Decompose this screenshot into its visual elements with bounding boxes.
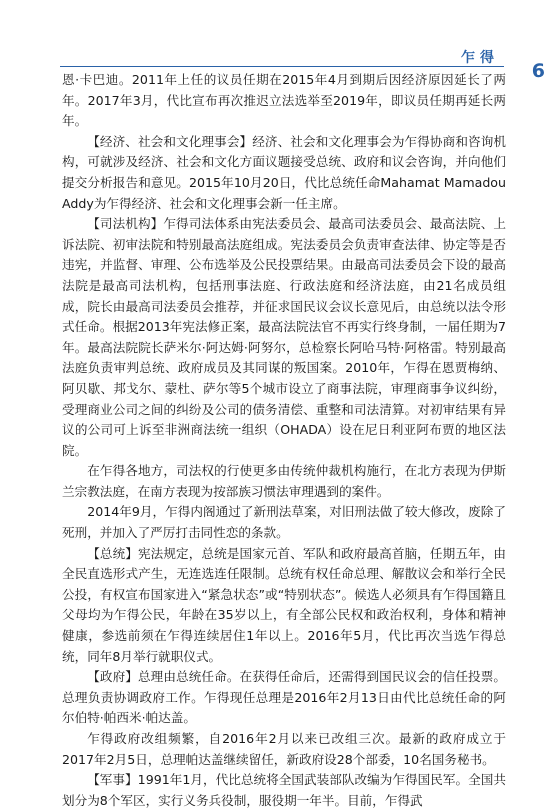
paragraph-president: 【总统】宪法规定，总统是国家元首、军队和政府最高首脑，任期五年，由全民直选形式产生，无连选连任限制。总统有权任命总理、解散议会和举行全民公投，有权宣布国家进入“紧急状态”或“特别状态”。候选人必须具有乍得国籍且父母均为乍得公民，年龄在35岁以上，有全部公民权和政治权利，身体和精神健康，参选前须在乍得连续居住1年以上。2016年5月，代比再次当选乍得总统，同年8月举行就职仪式。 bbox=[62, 545, 506, 664]
header-divider bbox=[60, 66, 504, 67]
paragraph-reshuffle: 乍得政府改组频繁，自2016年2月以来已改组三次。最新的政府成立于2017年2月5日，总理帕达盖继续留任，新政府设28个部委，10名国务秘书。 bbox=[62, 731, 506, 767]
body-text bbox=[62, 70, 506, 811]
paragraph-government: 【政府】总理由总统任命。在获得任命后，还需得到国民议会的信任投票。总理负责协调政府工作。乍得现任总理是2016年2月13日由代比总统任命的阿尔伯特·帕西米·帕达盖。 bbox=[62, 669, 506, 726]
paragraph-penal-code: 2014年9月，乍得内阁通过了新刑法草案，对旧刑法做了较大修改，废除了死刑，并加入了严厉打击同性恋的条款。 bbox=[62, 504, 506, 541]
paragraph-economic-council: 【经济、社会和文化理事会】经济、社会和文化理事会为乍得协商和咨询机构，可就涉及经济、社会和文化方面议题接受总统、政府和议会咨询，并向他们提交分析报告和意见。2015年10月20日，代比总统任命Mahamat Mamadou Addy为乍得经济、社会和文化理事会新一任主席。 bbox=[62, 133, 506, 211]
paragraph-military: 【军事】1991年1月，代比总统将全国武装部队改编为乍得国民军。全国共划分为8个军区，实行义务兵役制，服役期一年半。目前，乍得武 bbox=[62, 772, 506, 808]
paragraph-continuation: 恩·卡巴迪。2011年上任的议员任期在2015年4月到期后因经济原因延长了两年。2017年3月，代比宣布再次推迟立法选举至2019年，即议员任期再延长两年。 bbox=[62, 72, 506, 129]
paragraph-local-justice: 在乍得各地方，司法权的行使更多由传统仲裁机构施行，在北方表现为伊斯兰宗教法庭，在南方表现为按部族习惯法审理遇到的案件。 bbox=[62, 463, 506, 499]
page-number: 6 bbox=[531, 60, 545, 82]
running-header-title: 乍得 bbox=[461, 50, 499, 66]
paragraph-judiciary: 【司法机构】乍得司法体系由宪法委员会、最高司法委员会、最高法院、上诉法院、初审法院和特别最高法庭组成。宪法委员会负责审查法律、协定等是否违宪，并监督、审理、公布选举及公民投票结果。由最高司法委员会下设的最高法院是最高司法机构，包括刑事法庭、行政法庭和经济法庭，由21名成员组成，院长由最高司法委员会推荐，并征求国民议会议长意见后，由总统以法令形式任命。根据2013年宪法修正案，最高法院法官不再实行终身制，一届任期为7年。最高法院院长萨米尔·阿达姆·阿努尔，总检察长阿哈马特·阿格雷。特别最高法庭负责审判总统、政府成员及其同谋的叛国案。2010年，乍得在恩贾梅纳、阿贝歇、邦戈尔、蒙杜、萨尔等5个城市设立了商事法院，审理商事争议纠纷，受理商业公司之间的纠纷及公司的债务清偿、重整和司法清算。对初审结果有异议的公司可上诉至非洲商法统一组织（OHADA）设在尼日利亚阿布贾的地区法院。 bbox=[62, 216, 506, 458]
